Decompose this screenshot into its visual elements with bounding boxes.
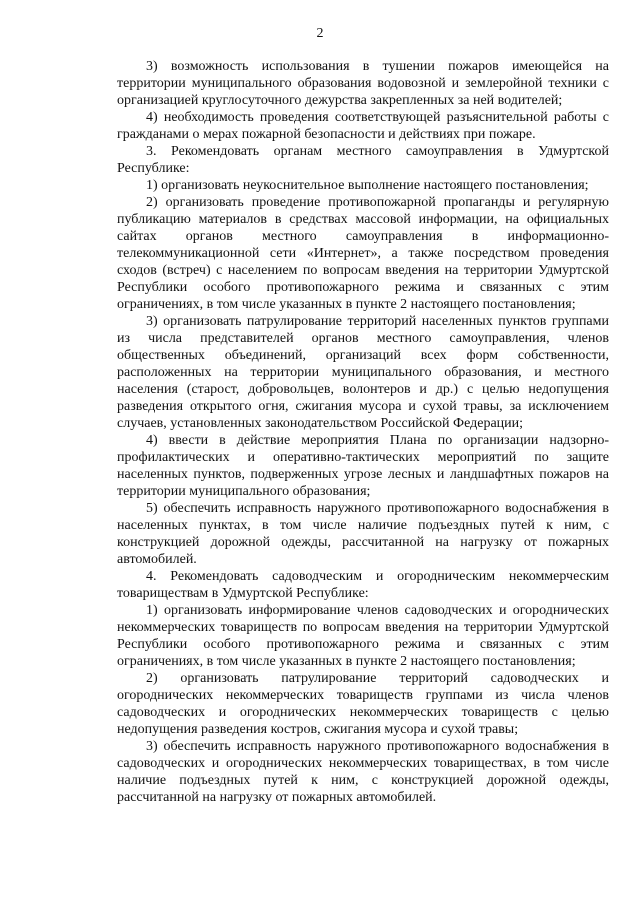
section-4-item-1: 1) организовать информирование членов садоводческих и огороднических некоммерческих товариществ по вопросам введения на территории Удмуртской Республики особого противопожарного режима и связанных с этим ограничениях, в том числе указанных в пункте 2 настоящего постановления; — [117, 603, 609, 669]
section-3-item-1: 1) организовать неукоснительное выполнение настоящего постановления; — [146, 178, 589, 193]
section-3-item-2: 2) организовать проведение противопожарной пропаганды и регулярную публикацию материалов в средствах массовой информации, на официальных сайтах органов местного самоуправления в информационно-телекоммуникационной сети «Интернет», а также посредством проведения сходов (встреч) с населением по вопросам введения на территории Удмуртской Республики особого противопожарного режима и связанных с этим ограничениях, в том числе указанных в пункте 2 настоящего постановления; — [117, 195, 609, 312]
section-3-item-3: 3) организовать патрулирование территорий населенных пунктов группами из числа представителей органов местного самоуправления, членов общественных объединений, организаций всех форм собственности, расположенных на территории муниципального образования, и местного населения (старост, добровольцев, волонтеров и др.) с целью недопущения разведения открытого огня, сжигания мусора и сухой травы, за исключением случаев, установленных законодательством Российской Федерации; — [117, 314, 609, 431]
paragraph-3-item-4: 4) необходимость проведения соответствующей разъяснительной работы с гражданами о мерах пожарной безопасности и действиях при пожаре. — [117, 110, 609, 142]
section-4-item-2: 2) организовать патрулирование территорий садоводческих и огороднических некоммерческих товариществ группами из числа членов садоводческих и огороднических некоммерческих товариществ с целью недопущения разведения костров, сжигания мусора и сухой травы; — [117, 671, 609, 737]
page-number: 2 — [316, 26, 324, 41]
section-4-item-3: 3) обеспечить исправность наружного противопожарного водоснабжения в садоводческих и огороднических некоммерческих товариществах, в том числе наличие подъездных путей к ним, с конструкцией дорожной одежды, рассчитанной на нагрузку от пожарных автомобилей. — [117, 739, 609, 805]
section-3-item-5: 5) обеспечить исправность наружного противопожарного водоснабжения в населенных пунктах, в том числе наличие подъездных путей к ним, с конструкцией дорожной одежды, рассчитанной на нагрузку от пожарных автомобилей. — [117, 501, 609, 567]
document-body — [117, 58, 609, 806]
paragraph-3-item-3: 3) возможность использования в тушении пожаров имеющейся на территории муниципального образования водовозной и землеройной техники с организацией круглосуточного дежурства закрепленных за ней водителей; — [117, 59, 609, 108]
section-4-heading: 4. Рекомендовать садоводческим и огородническим некоммерческим товариществам в Удмуртской Республике: — [117, 569, 609, 601]
section-3-heading: 3. Рекомендовать органам местного самоуправления в Удмуртской Республике: — [117, 144, 609, 176]
section-3-item-4: 4) ввести в действие мероприятия Плана по организации надзорно-профилактических и оперативно-тактических мероприятий по защите населенных пунктов, подверженных угрозе лесных и ландшафтных пожаров на территории муниципального образования; — [117, 433, 609, 499]
